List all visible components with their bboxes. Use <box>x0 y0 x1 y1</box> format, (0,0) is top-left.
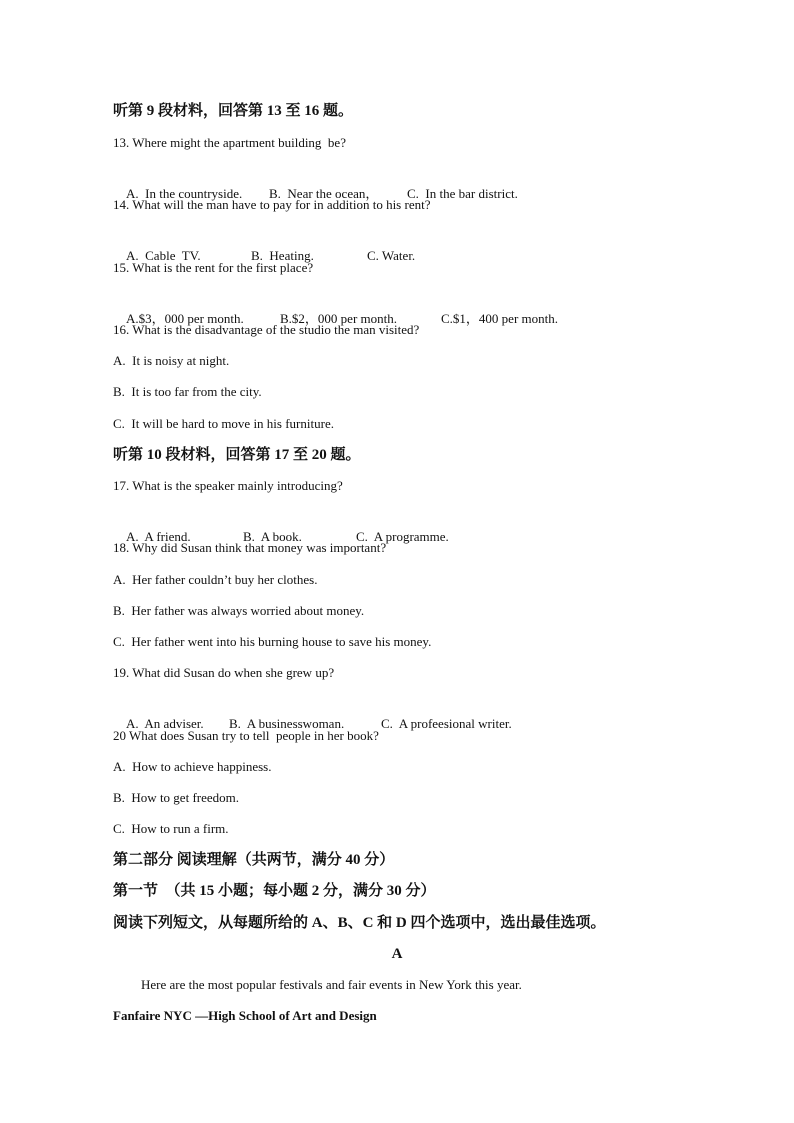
part-2-heading: 第二部分 阅读理解（共两节，满分 40 分） <box>113 852 395 868</box>
option-a: A. In the countryside. <box>126 186 243 201</box>
passage-intro: Here are the most popular festivals and fair events in New York this year. <box>141 977 522 992</box>
question-20-option-a: A. How to achieve happiness. <box>113 759 272 774</box>
question-13: 13. Where might the apartment building be? <box>113 135 346 150</box>
option-b: B. Heating. <box>251 248 314 263</box>
question-20-option-b: B. How to get freedom. <box>113 790 240 805</box>
question-20-option-c: C. How to run a firm. <box>113 821 229 836</box>
question-19: 19. What did Susan do when she grew up? <box>113 665 335 680</box>
option-c: C. Water. <box>367 248 416 263</box>
question-17: 17. What is the speaker mainly introducing? <box>113 478 343 493</box>
section-9-heading: 听第 9 段材料，回答第 13 至 16 题。 <box>113 103 354 119</box>
option-c: C. In the bar district. <box>407 186 518 201</box>
question-16-option-c: C. It will be hard to move in his furniture. <box>113 416 334 431</box>
option-c: C. A programme. <box>356 529 449 544</box>
option-c: C. A profeesional writer. <box>381 716 512 731</box>
question-18: 18. Why did Susan think that money was important? <box>113 540 387 555</box>
question-16-option-b: B. It is too far from the city. <box>113 384 262 399</box>
passage-label: A <box>391 946 403 962</box>
question-18-option-a: A. Her father couldn’t buy her clothes. <box>113 572 318 587</box>
question-13-options <box>113 164 518 224</box>
section-10-heading: 听第 10 段材料，回答第 17 至 20 题。 <box>113 447 361 463</box>
option-c: C.$1，400 per month. <box>441 311 558 326</box>
option-a: A. A friend. <box>126 529 191 544</box>
section-1-heading: 第一节 （共 15 小题；每小题 2 分，满分 30 分） <box>113 883 436 899</box>
option-a: A. Cable TV. <box>126 248 201 263</box>
question-16-option-a: A. It is noisy at night. <box>113 353 230 368</box>
option-b: B. A book. <box>243 529 302 544</box>
question-16: 16. What is the disadvantage of the studio the man visited? <box>113 322 420 337</box>
option-a: A. An adviser. <box>126 716 204 731</box>
question-18-option-b: B. Her father was always worried about money. <box>113 603 365 618</box>
question-17-options <box>113 507 449 567</box>
option-a: A.$3，000 per month. <box>126 311 244 326</box>
passage-subheading: Fanfaire NYC —High School of Art and Design <box>113 1008 377 1023</box>
option-b: B.$2，000 per month. <box>280 311 397 326</box>
option-b: B. A businesswoman. <box>229 716 345 731</box>
question-15-options <box>113 289 558 349</box>
option-b: B. Near the ocean， <box>269 186 379 201</box>
question-15: 15. What is the rent for the first place? <box>113 260 314 275</box>
reading-instruction: 阅读下列短文，从每题所给的 A、B、C 和 D 四个选项中，选出最佳选项。 <box>113 915 606 931</box>
question-14: 14. What will the man have to pay for in addition to his rent? <box>113 197 431 212</box>
question-18-option-c: C. Her father went into his burning house to save his money. <box>113 634 432 649</box>
question-20: 20 What does Susan try to tell people in her book? <box>113 728 379 743</box>
